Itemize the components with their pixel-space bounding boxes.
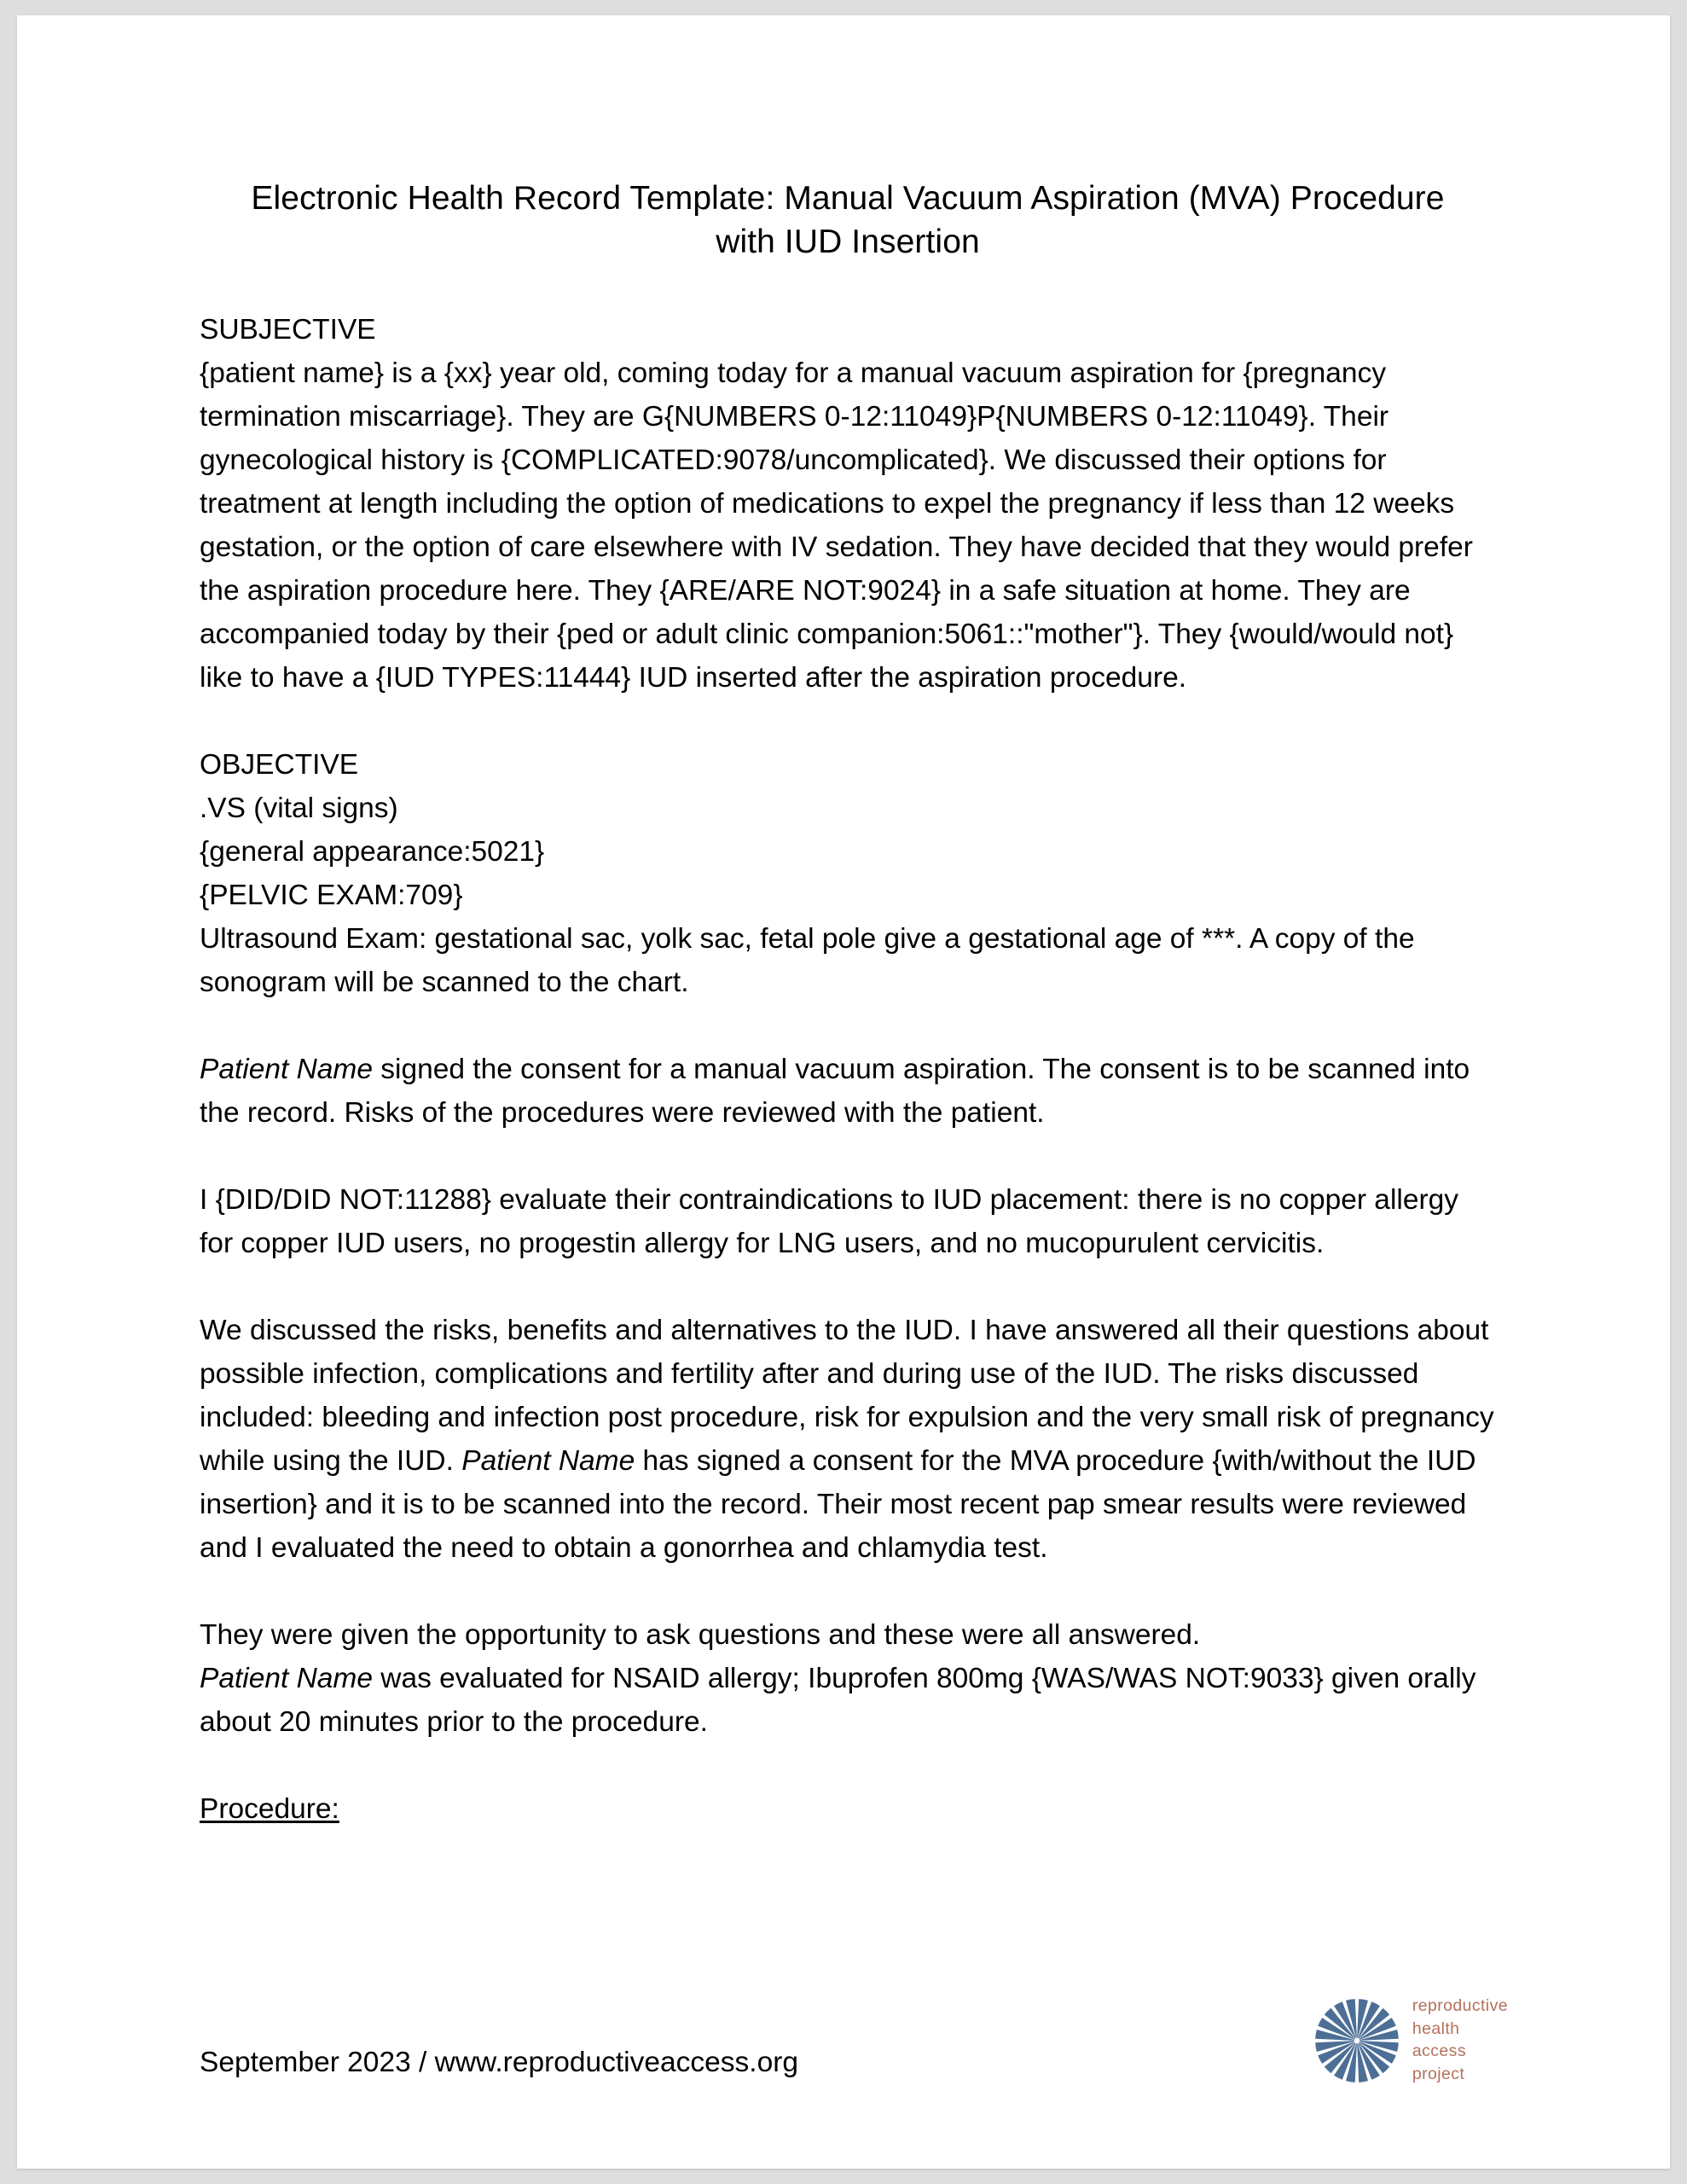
page-title: Electronic Health Record Template: Manual Vacuum Aspiration (MVA) Procedure with IUD Insertion [251,180,1445,260]
objective-heading: OBJECTIVE [200,749,359,781]
risks-benefits-paragraph [200,1309,1496,1570]
objective-ultrasound-line: Ultrasound Exam: gestational sac, yolk sac, fetal pole give a gestational age of ***. A copy of the sonogram will be scanned to the chart. [200,923,1415,999]
nsaid-paragraph-text: was evaluated for NSAID allergy; Ibuprofen 800mg {WAS/WAS NOT:9033} given orally about 20 minutes prior to the procedure. [200,1663,1476,1739]
contraindications-paragraph: I {DID/DID NOT:11288} evaluate their contraindications to IUD placement: there is no copper allergy for copper IUD users, no progestin allergy for LNG users, and no mucopurulent cervicitis. [200,1184,1458,1260]
subjective-heading: SUBJECTIVE [200,314,376,346]
pinwheel-sunburst-icon [1313,1996,1401,2085]
page-footer [200,1984,1508,2087]
objective-pelvic-exam-line: {PELVIC EXAM:709} [200,880,463,912]
spacer [200,1744,1496,1787]
footer-citation: September 2023 / www.reproductiveaccess.org [200,2047,798,2078]
spacer [200,1265,1496,1309]
consent-paragraph [200,1048,1496,1135]
spacer [200,700,1496,743]
patient-name-placeholder: Patient Name [200,1054,373,1086]
spacer [200,1135,1496,1178]
document-content [200,177,1496,1831]
logo-wordmark [1412,1995,1508,2087]
logo-line-reproductive: reproductive [1412,1996,1508,2015]
subjective-paragraph: {patient name} is a {xx} year old, coming today for a manual vacuum aspiration for {pregnancy termination miscarriage}. They are G{NUMBERS 0-12:11049}P{NUMBERS 0-12:11049}. Their gynecological history is {COMPLICATED:9078/uncomplicated}. We discussed their options for treatment at length including the option of medications to expel the pregnancy if less than 12 weeks gestation, or the option of care elsewhere with IV sedation. They have decided that they would prefer the aspiration procedure here. They {ARE/ARE NOT:9024} in a safe situation at home. They are accompanied today by their {ped or adult clinic companion:5061::"mother"}. They {would/would not} like to have a {IUD TYPES:11444} IUD inserted after the aspiration procedure. [200,357,1473,694]
document-body [200,308,1496,1831]
questions-answered-line: They were given the opportunity to ask questions and these were all answered. [200,1619,1201,1652]
consent-paragraph-text: signed the consent for a manual vacuum aspiration. The consent is to be scanned into the record. Risks of the procedures were reviewed with the patient. [200,1054,1470,1130]
risks-text-before-name: We discussed the risks, benefits and alternatives to the IUD. I have answered all their questions about possible infection, complications and fertility after and during use of the IUD. The risks discussed included: bleeding and infection post procedure, risk for expulsion and the very small risk of pregnancy while using the IUD. [200,1315,1494,1478]
nsaid-paragraph [200,1657,1496,1744]
patient-name-placeholder: Patient Name [461,1445,635,1478]
spacer [200,1570,1496,1613]
spacer [200,1004,1496,1048]
logo-line-project: project [1412,2064,1465,2083]
risks-text-after-name: has signed a consent for the MVA procedure {with/without the IUD insertion} and it is to be scanned into the record. Their most recent pap smear results were reviewed and I evaluated the need to obtain a gonorrhea and chlamydia test. [200,1445,1476,1565]
document-page [17,15,1670,2169]
logo-line-health: health [1412,2018,1460,2038]
procedure-heading-label: Procedure: [200,1793,339,1826]
logo-line-access: access [1412,2042,1466,2060]
procedure-heading [200,1787,1496,1831]
patient-name-placeholder: Patient Name [200,1663,373,1695]
objective-general-appearance-line: {general appearance:5021} [200,836,545,868]
objective-vitals-line: .VS (vital signs) [200,793,398,825]
organization-logo [1313,1995,1508,2087]
